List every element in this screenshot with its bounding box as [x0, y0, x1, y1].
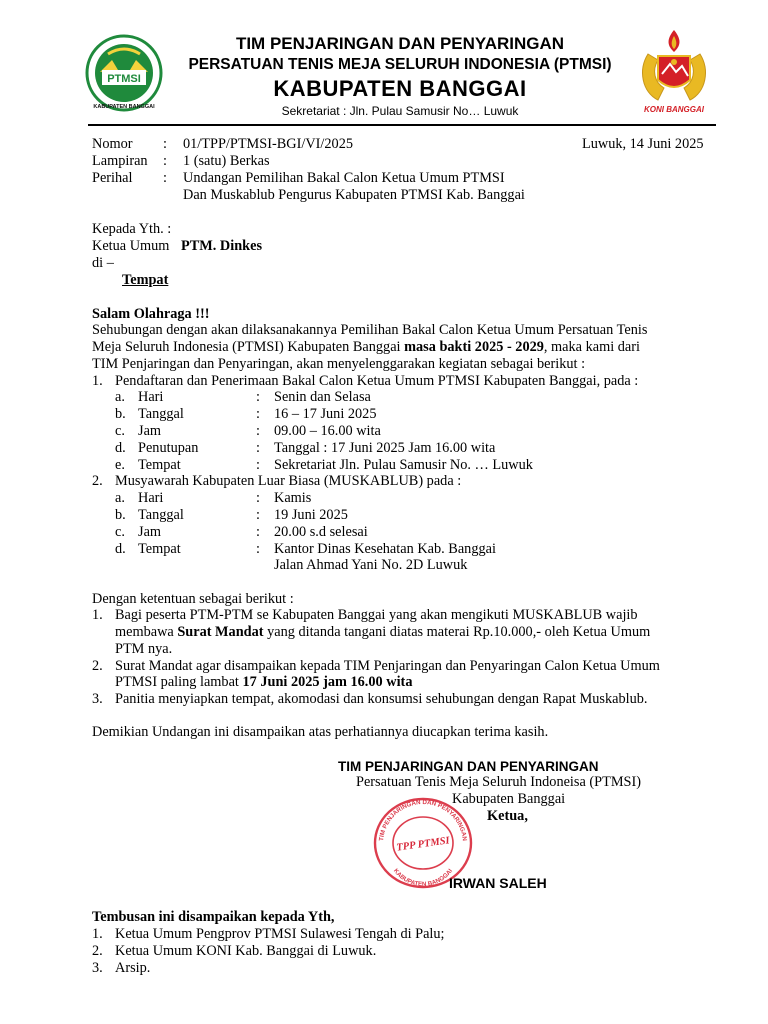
item-2-tempat-line-2: Jalan Ahmad Yani No. 2D Luwuk: [274, 557, 468, 573]
koni-logo-caption: KONI BANGGAI: [644, 105, 704, 114]
item-1-title: Pendaftaran dan Penerimaan Bakal Calon Ketua Umum PTMSI Kabupaten Banggai, pada :: [115, 373, 639, 389]
item-2-number: 2.: [92, 473, 103, 489]
ketentuan-3-number: 3.: [92, 691, 103, 707]
item-2-row-colon: :: [256, 507, 260, 523]
recipient-line: Kepada Yth. :: [92, 221, 172, 237]
item-1-row-letter: c.: [115, 423, 125, 439]
item-2-row-letter: b.: [115, 507, 126, 523]
paragraph-line-2: [92, 339, 640, 356]
tembusan-item: Ketua Umum Pengprov PTMSI Sulawesi Tengah di Palu;: [115, 926, 445, 942]
header-divider: [88, 124, 716, 126]
item-1-row-letter: b.: [115, 406, 126, 422]
ketentuan-text: PTMSI paling lambat: [115, 674, 243, 690]
header-line-2: PERSATUAN TENIS MEJA SELURUH INDONESIA (PTMSI): [188, 56, 612, 73]
item-1-row-key: Hari: [138, 389, 164, 405]
recipient-name: PTM. Dinkes: [181, 238, 263, 254]
perihal-colon: :: [163, 170, 167, 186]
stamp-center-text: TPP PTMSI: [395, 835, 451, 854]
svg-text:TIM PENJARINGAN DAN PENYARINGA: [378, 799, 468, 842]
item-1-row-letter: d.: [115, 440, 126, 456]
item-1-number: 1.: [92, 373, 103, 389]
nomor-value: 01/TPP/PTMSI-BGI/VI/2025: [183, 136, 353, 152]
item-2-row-key: Hari: [138, 490, 164, 506]
item-1-row-colon: :: [256, 440, 260, 456]
item-1-row-value: 09.00 – 16.00 wita: [274, 423, 381, 439]
svg-text:KABUPATEN BANGGAI: [392, 867, 454, 888]
item-2-row-value: 19 Juni 2025: [274, 507, 348, 523]
item-1-row-colon: :: [256, 457, 260, 473]
ketentuan-1-line-3: PTM nya.: [115, 641, 173, 657]
recipient-title: Ketua Umum: [92, 238, 170, 254]
signature-org-2: Persatuan Tenis Meja Seluruh Indoneisa (PTMSI): [356, 774, 642, 790]
tembusan-item: Arsip.: [115, 960, 151, 976]
recipient-tempat: Tempat: [122, 272, 169, 288]
header-line-1: TIM PENJARINGAN DAN PENYARINGAN: [235, 34, 565, 53]
ketentuan-2-line-2: [115, 674, 412, 691]
item-1-row-letter: e.: [115, 457, 125, 473]
item-2-row-key: Tanggal: [138, 507, 184, 523]
item-1-row-value: Sekretariat Jln. Pulau Samusir No. … Luwuk: [274, 457, 533, 473]
stamp-ring-bottom: KABUPATEN BANGGAI: [391, 867, 455, 889]
signature-name: IRWAN SALEH: [449, 875, 547, 891]
item-1-row-key: Tempat: [138, 457, 181, 473]
item-1-row-colon: :: [256, 406, 260, 422]
ketentuan-1-line-2: [115, 624, 650, 641]
item-1-row-value: Tanggal : 17 Juni 2025 Jam 16.00 wita: [274, 440, 496, 456]
item-2-row-key: Tempat: [138, 541, 181, 557]
ketentuan-text: membawa: [115, 624, 178, 640]
deadline: 17 Juni 2025 jam 16.00 wita: [242, 674, 413, 690]
recipient-di: di –: [92, 255, 114, 271]
ketentuan-1-line-1: Bagi peserta PTM-PTM se Kabupaten Banggai yang akan mengikuti MUSKABLUB wajib: [115, 607, 638, 623]
item-2-title: Musyawarah Kabupaten Luar Biasa (MUSKABLUB) pada :: [115, 473, 462, 489]
item-2-row-letter: c.: [115, 524, 125, 540]
lampiran-colon: :: [163, 153, 167, 169]
koni-logo: [634, 28, 714, 116]
ketentuan-2-line-1: Surat Mandat agar disampaikan kepada TIM Penjaringan dan Penyaringan Calon Ketua Umum: [115, 658, 660, 674]
item-1-row-key: Jam: [138, 423, 162, 439]
item-2-row-value: Kantor Dinas Kesehatan Kab. Banggai: [274, 541, 496, 557]
tembusan-item: Ketua Umum KONI Kab. Banggai di Luwuk.: [115, 943, 377, 959]
ketentuan-1-number: 1.: [92, 607, 103, 623]
ketentuan-intro: Dengan ketentuan sebagai berikut :: [92, 591, 294, 607]
item-2-row-colon: :: [256, 524, 260, 540]
nomor-colon: :: [163, 136, 167, 152]
masa-bakti: masa bakti 2025 - 2029: [404, 339, 544, 355]
perihal-value-2: Dan Muskablub Pengurus Kabupaten PTMSI Kab. Banggai: [183, 187, 525, 203]
perihal-value-1: Undangan Pemilihan Bakal Calon Ketua Umum PTMSI: [183, 170, 505, 186]
nomor-label: Nomor: [92, 136, 133, 152]
paragraph-text: Meja Seluruh Indonesia (PTMSI) Kabupaten Banggai: [92, 339, 405, 355]
item-1-row-colon: :: [256, 389, 260, 405]
paragraph-line-3: TIM Penjaringan dan Penyaringan, akan menyelenggarakan kegiatan sebagai berikut :: [92, 356, 586, 372]
item-2-row-value: 20.00 s.d selesai: [274, 524, 368, 540]
ketentuan-2-number: 2.: [92, 658, 103, 674]
item-1-row-value: 16 – 17 Juni 2025: [274, 406, 377, 422]
header-address: Sekretariat : Jln. Pulau Samusir No… Luwuk: [281, 104, 519, 118]
ketentuan-3: Panitia menyiapkan tempat, akomodasi dan konsumsi sehubungan dengan Rapat Muskablub.: [115, 691, 648, 707]
header-line-3: KABUPATEN BANGGAI: [273, 76, 527, 101]
item-2-row-letter: a.: [115, 490, 125, 506]
item-1-row-letter: a.: [115, 389, 125, 405]
signature-org-3: Kabupaten Banggai: [452, 791, 566, 807]
tembusan-item-number: 2.: [92, 943, 103, 959]
item-2-row-colon: :: [256, 541, 260, 557]
tembusan-item-number: 3.: [92, 960, 103, 976]
ptmsi-logo-text: PTMSI: [107, 73, 141, 85]
paragraph-text: , maka kami dari: [543, 339, 640, 355]
item-2-row-value: Kamis: [274, 490, 312, 506]
item-2-row-letter: d.: [115, 541, 126, 557]
item-2-row-key: Jam: [138, 524, 162, 540]
signature-role: Ketua,: [487, 808, 528, 824]
signature-org-1: TIM PENJARINGAN DAN PENYARINGAN: [338, 759, 599, 774]
closing-sentence: Demikian Undangan ini disampaikan atas perhatiannya diucapkan terima kasih.: [92, 724, 549, 740]
stamp-ring-top: TIM PENJARINGAN DAN PENYARINGAN: [378, 798, 468, 842]
greeting: Salam Olahraga !!!: [92, 306, 210, 322]
item-1-row-colon: :: [256, 423, 260, 439]
ketentuan-text: yang ditanda tangani diatas materai Rp.10.000,- oleh Ketua Umum: [263, 624, 651, 640]
tembusan-title: Tembusan ini disampaikan kepada Yth,: [92, 909, 335, 925]
tembusan-item-number: 1.: [92, 926, 103, 942]
perihal-label: Perihal: [92, 170, 133, 186]
ptmsi-logo-caption: KABUPATEN BANGGAI: [93, 104, 155, 110]
item-1-row-key: Penutupan: [138, 440, 199, 456]
letter-date: Luwuk, 14 Juni 2025: [582, 136, 704, 152]
surat-mandat: Surat Mandat: [177, 624, 264, 640]
paragraph-line-1: Sehubungan dengan akan dilaksanakannya Pemilihan Bakal Calon Ketua Umum Persatuan Tenis: [92, 322, 648, 338]
lampiran-label: Lampiran: [92, 153, 148, 169]
lampiran-value: 1 (satu) Berkas: [183, 153, 270, 169]
item-1-row-value: Senin dan Selasa: [274, 389, 371, 405]
item-2-row-colon: :: [256, 490, 260, 506]
item-1-row-key: Tanggal: [138, 406, 184, 422]
